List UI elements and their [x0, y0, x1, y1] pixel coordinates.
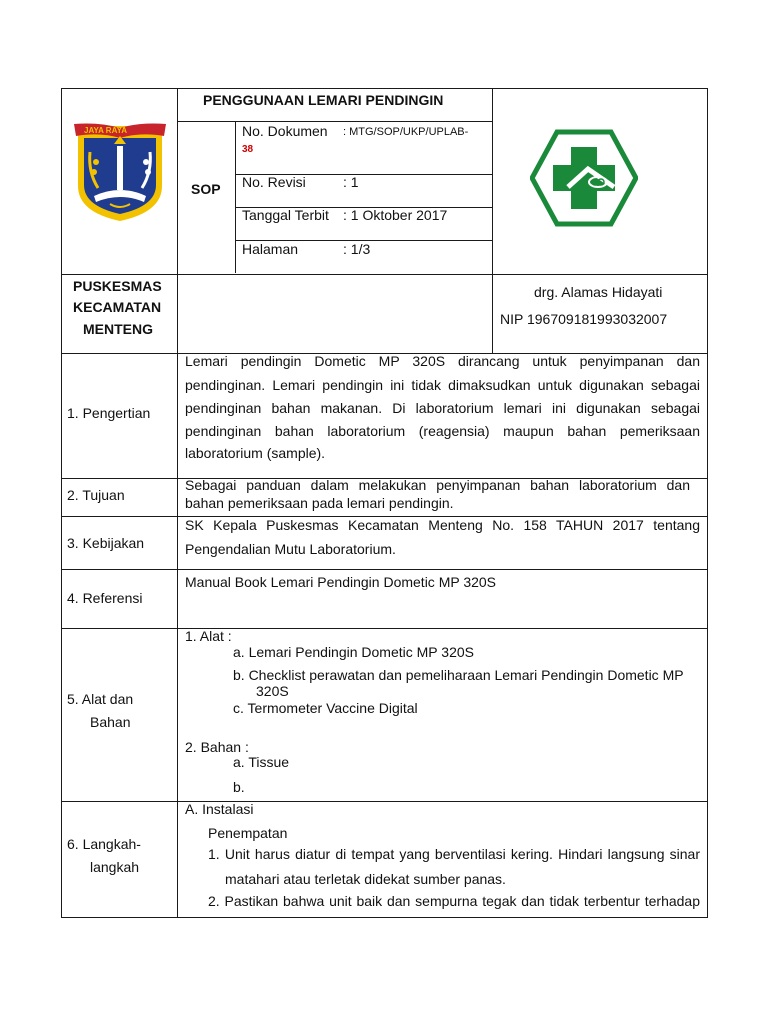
org-line-3: MENTENG	[83, 321, 153, 337]
section-label-kebijakan: 3. Kebijakan	[67, 535, 145, 551]
issue-date-value: : 1 Oktober 2017	[343, 207, 448, 223]
signer-name: drg. Alamas Hidayati	[534, 284, 663, 300]
issue-date-label: Tanggal Terbit	[242, 207, 329, 223]
alat-item-b: b. Checklist perawatan dan pemeliharaan Lemari Pendingin Dometic MP	[233, 667, 684, 683]
page-value: : 1/3	[343, 241, 371, 257]
document-title: PENGGUNAAN LEMARI PENDINGIN	[203, 92, 444, 108]
pengertian-line-5: laboratorium (sample).	[185, 445, 326, 461]
org-line-2: KECAMATAN	[73, 299, 162, 315]
alat-item-b-cont: 320S	[256, 683, 289, 699]
logo-left-text: JAYA RAYA	[84, 126, 127, 135]
revision-label: No. Revisi	[242, 174, 306, 190]
border	[707, 88, 708, 918]
pengertian-line-3: pendinginan bahan makanan. Di laboratorium lemari ini digunakan sebagai	[185, 400, 700, 416]
langkah-line-2: matahari atau terletak didekat sumber panas.	[225, 871, 506, 887]
jaya-raya-logo	[70, 122, 170, 224]
revision-value: : 1	[343, 174, 359, 190]
pengertian-line-2: pendinginan. Lemari pendingin ini tidak dimaksudkan untuk digunakan sebagai	[185, 377, 700, 393]
tujuan-line-1: Sebagai panduan dalam melakukan penyimpanan bahan laboratorium dan	[185, 477, 690, 493]
border	[61, 569, 708, 570]
doc-no-label: No. Dokumen	[242, 123, 328, 139]
tujuan-line-2: bahan pemeriksaan pada lemari pendingin.	[185, 495, 454, 511]
kebijakan-line-1: SK Kepala Puskesmas Kecamatan Menteng No. 158 TAHUN 2017 tentang	[185, 517, 700, 533]
kebijakan-line-2: Pengendalian Mutu Laboratorium.	[185, 541, 396, 557]
alat-item-a: a. Lemari Pendingin Dometic MP 320S	[233, 644, 474, 660]
langkah-heading: A. Instalasi	[185, 801, 254, 817]
border	[492, 274, 493, 353]
page-label: Halaman	[242, 241, 299, 257]
health-cross-logo	[530, 129, 638, 227]
section-label-alat-bahan-1: 5. Alat dan	[67, 691, 134, 707]
referensi-text: Manual Book Lemari Pendingin Dometic MP 320S	[185, 574, 497, 590]
section-label-alat-bahan-2: Bahan	[90, 714, 131, 730]
border	[61, 88, 62, 918]
bahan-item-b: b.	[233, 779, 245, 795]
doc-no-suffix: 38	[242, 144, 254, 155]
border	[177, 121, 493, 122]
border	[61, 917, 708, 918]
border	[492, 88, 493, 275]
bahan-item-a: a. Tissue	[233, 754, 290, 770]
langkah-line-3: 2. Pastikan bahwa unit baik dan sempurna tegak dan tidak terbentur terhadap	[208, 893, 700, 909]
section-label-tujuan: 2. Tujuan	[67, 487, 125, 503]
alat-heading: 1. Alat :	[185, 628, 232, 644]
section-label-langkah-1: 6. Langkah-	[67, 836, 141, 852]
border	[177, 274, 178, 918]
langkah-subheading: Penempatan	[208, 825, 288, 841]
border	[177, 88, 178, 275]
section-label-pengertian: 1. Pengertian	[67, 405, 151, 421]
border	[61, 801, 708, 802]
border	[61, 88, 708, 89]
langkah-line-1: 1. Unit harus diatur di tempat yang berventilasi kering. Hindari langsung sinar	[208, 846, 700, 862]
section-label-langkah-2: langkah	[90, 859, 140, 875]
section-label-referensi: 4. Referensi	[67, 590, 143, 606]
org-line-1: PUSKESMAS	[73, 278, 162, 294]
pengertian-line-4: pendinginan bahan laboratorium (reagensia) maupun bahan pemeriksaan	[185, 423, 700, 439]
pengertian-line-1: Lemari pendingin Dometic MP 320S dirancang untuk penyimpanan dan	[185, 353, 700, 369]
doc-no-value: : MTG/SOP/UKP/UPLAB-	[343, 126, 469, 138]
border	[235, 121, 236, 273]
signer-nip: NIP 196709181993032007	[500, 311, 668, 327]
bahan-heading: 2. Bahan :	[185, 739, 249, 755]
sop-label: SOP	[191, 181, 221, 197]
border	[61, 628, 708, 629]
alat-item-c: c. Termometer Vaccine Digital	[233, 700, 418, 716]
